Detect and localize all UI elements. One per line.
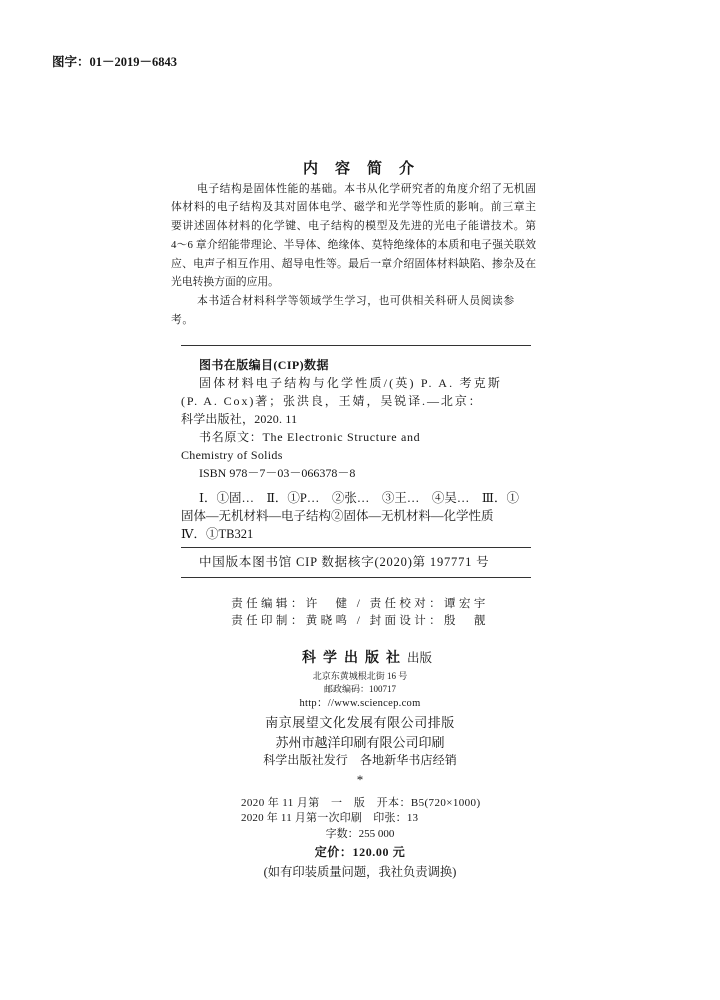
registration-number: 图字：01－2019－6843: [52, 55, 178, 69]
summary-text: [171, 180, 536, 327]
separator-asterisk: *: [356, 772, 364, 787]
quality-notice: (如有印装质量问题，我社负责调换): [263, 865, 457, 879]
cip-entry-line: 科学出版社，2020. 11: [181, 412, 298, 426]
cip-isbn: ISBN 978－7－03－066378－8: [199, 466, 356, 480]
publisher-address: 北京东黄城根北街 16 号: [312, 670, 408, 681]
cip-classification-line: Ⅰ．①固… Ⅱ．①P… ②张… ③王… ④吴… Ⅲ．①: [199, 490, 519, 505]
editorial-credits: 责任编辑：许 健 / 责任校对：谭宏宇: [231, 598, 489, 611]
edition-info: 2020 年 11 月第 一 版 开本：B5(720×1000): [241, 796, 481, 809]
cip-record-number: 中国版本图书馆 CIP 数据核字(2020)第 197771 号: [199, 554, 490, 569]
cip-entry-line: (P. A. Cox)著；张洪良，王婧，吴锐译.—北京：: [181, 394, 483, 408]
distributor: 科学出版社发行 各地新华书店经销: [263, 753, 457, 767]
divider: [181, 577, 531, 578]
summary-title: 内容简介: [303, 161, 432, 177]
summary-line: 体材料的电子结构及其对固体电学、磁学和光学等性质的影响。前三章主: [171, 201, 536, 214]
summary-line: 要讲述固体材料的化学键、电子结构的模型及先进的光电子能谱技术。第: [171, 220, 536, 233]
printer: 苏州市越洋印刷有限公司印刷: [275, 734, 445, 750]
publisher-website: http：//www.sciencep.com: [299, 697, 421, 709]
cip-entry-line: Chemistry of Solids: [181, 448, 283, 462]
cip-heading: 图书在版编目(CIP)数据: [199, 358, 329, 372]
publisher-name: 科学出版社: [302, 651, 407, 666]
summary-line: 电子结构是固体性能的基础。本书从化学研究者的角度介绍了无机固: [197, 182, 536, 195]
impression-info: 2020 年 11 月第一次印刷 印张：13: [241, 811, 419, 824]
divider: [181, 547, 531, 548]
cip-entry-line: 书名原文：The Electronic Structure and: [199, 430, 421, 444]
summary-line: 4～6 章介绍能带理论、半导体、绝缘体、莫特绝缘体的本质和电子强关联效: [171, 238, 536, 251]
word-count: 字数：255 000: [325, 827, 395, 840]
cip-entry-line: 固体材料电子结构与化学性质/(英) P. A. 考克斯: [199, 376, 503, 390]
publisher-imprint: [302, 650, 432, 666]
summary-line: 应、电声子相互作用、超导电性等。最后一章介绍固体材料缺陷、掺杂及在: [171, 257, 536, 270]
price: 定价：120.00 元: [314, 845, 406, 859]
publisher-imprint-label: 出版: [407, 651, 433, 665]
production-credits: 责任印制：黄晓鸣 / 封面设计：殷 靓: [231, 615, 489, 628]
cip-classification-line: Ⅳ．①TB321: [181, 526, 254, 541]
publisher-postcode: 邮政编码：100717: [323, 683, 396, 694]
cip-classification-line: 固体—无机材料—电子结构②固体—无机材料—化学性质: [181, 508, 494, 523]
divider: [181, 345, 531, 346]
summary-line: 光电转换方面的应用。: [171, 276, 279, 289]
summary-audience: 本书适合材料科学等领域学生学习，也可供相关科研人员阅读参考。: [171, 295, 515, 327]
typesetter: 南京展望文化发展有限公司排版: [265, 714, 455, 730]
